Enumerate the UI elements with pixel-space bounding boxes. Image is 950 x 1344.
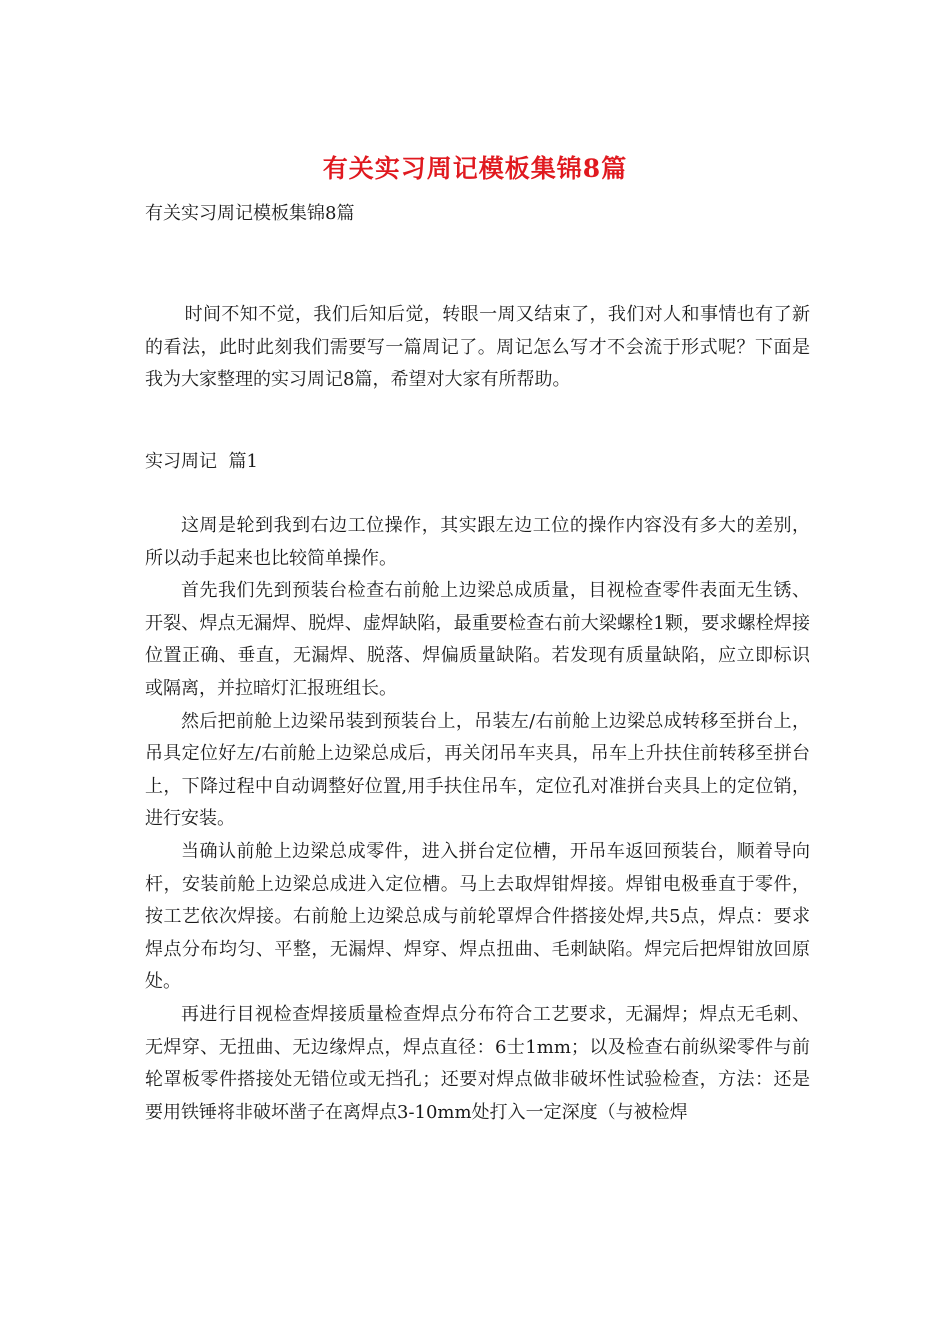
body-paragraph: 首先我们先到预装台检查右前舱上边梁总成质量，目视检查零件表面无生锈、开裂、焊点无漏焊、脱焊、虚焊缺陷，最重要检查右前大梁螺栓1颗，要求螺栓焊接位置正确、垂直，无漏焊、脱落、焊偏质量缺陷。若发现有质量缺陷，应立即标识或隔离，并拉暗灯汇报班组长。 xyxy=(145,580,810,699)
document-title: 有关实习周记模板集锦8篇 xyxy=(322,154,628,183)
document-subtitle: 有关实习周记模板集锦8篇 xyxy=(145,203,355,224)
section-heading: 实习周记 篇1 xyxy=(145,451,258,472)
intro-paragraph: 时间不知不觉，我们后知后觉，转眼一周又结束了，我们对人和事情也有了新的看法，此时此刻我们需要写一篇周记了。周记怎么写才不会流于形式呢？下面是我为大家整理的实习周记8篇，希望对大家有所帮助。 xyxy=(145,304,810,391)
section-body xyxy=(145,510,810,1129)
intro-block xyxy=(145,299,810,397)
body-paragraph: 这周是轮到我到右边工位操作，其实跟左边工位的操作内容没有多大的差别，所以动手起来也比较简单操作。 xyxy=(145,515,810,569)
body-paragraph: 然后把前舱上边梁吊装到预装台上，吊装左/右前舱上边梁总成转移至拼台上，吊具定位好左/右前舱上边梁总成后，再关闭吊车夹具，吊车上升扶住前转移至拼台上，下降过程中自动调整好位置,用手扶住吊车，定位孔对准拼台夹具上的定位销，进行安装。 xyxy=(145,710,810,830)
body-paragraph: 当确认前舱上边梁总成零件，进入拼台定位槽，开吊车返回预装台，顺着导向杆，安装前舱上边梁总成进入定位槽。马上去取焊钳焊接。焊钳电极垂直于零件，按工艺依次焊接。右前舱上边梁总成与前轮罩焊合件搭接处焊,共5点，焊点：要求焊点分布均匀、平整，无漏焊、焊穿、焊点扭曲、毛刺缺陷。焊完后把焊钳放回原处。 xyxy=(145,840,810,993)
body-paragraph: 再进行目视检查焊接质量检查焊点分布符合工艺要求，无漏焊；焊点无毛刺、无焊穿、无扭曲、无边缘焊点，焊点直径：6士1mm；以及检查右前纵梁零件与前轮罩板零件搭接处无错位或无挡孔；还要对焊点做非破坏性试验检查，方法：还是要用铁锤将非破坏凿子在离焊点3-10mm处打入一定深度（与被检焊 xyxy=(145,1003,810,1123)
